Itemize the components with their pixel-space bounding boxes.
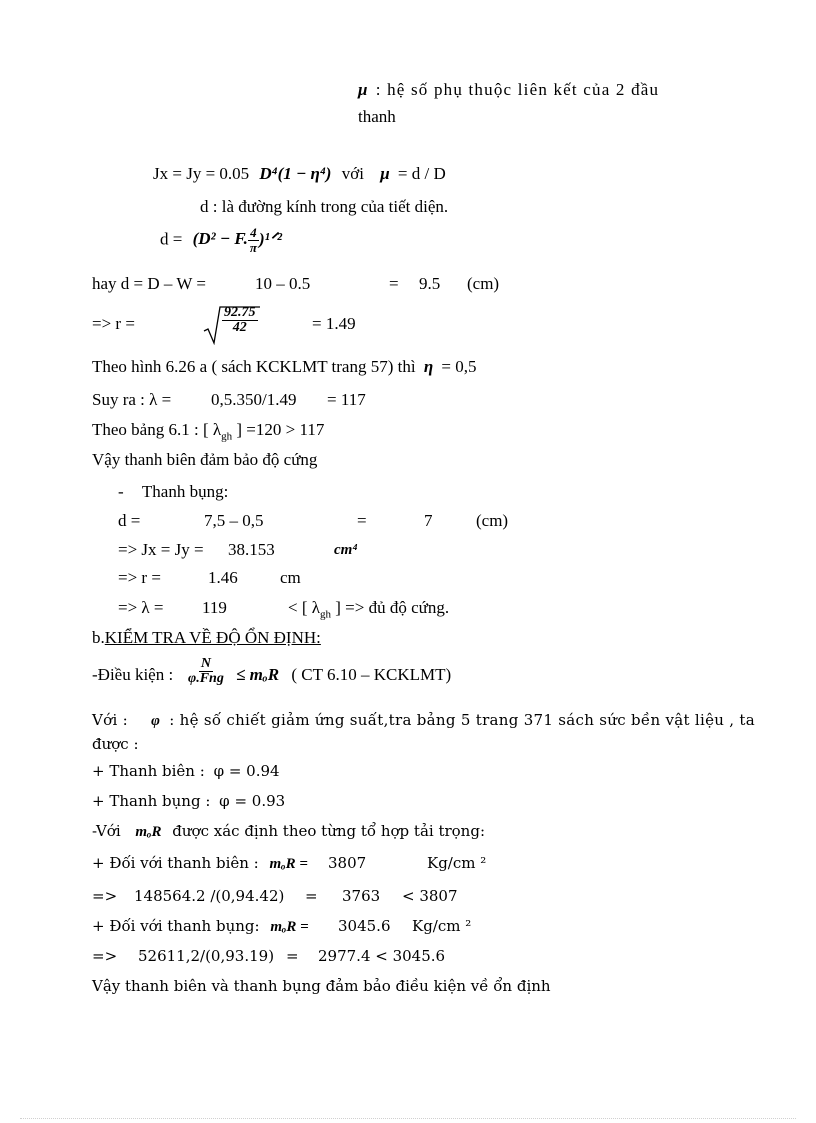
r-calc-label: => r = — [92, 314, 135, 333]
mu-definition-cont: thanh — [358, 107, 396, 126]
mu-symbol: μ — [358, 80, 368, 99]
bung-lambda-label: => λ = — [118, 598, 164, 617]
bien-check-expr: 148564.2 /(0,94.42) — [134, 887, 285, 905]
bung-j-calc — [118, 540, 358, 560]
sqrt-fraction: $\frac{92.75}{42}$ — [224, 305, 256, 335]
bung-r-label: => r = — [118, 568, 161, 587]
mor-bung-sym: mₒR = — [270, 919, 309, 935]
section-b-title: KIỂM TRA VỀ ĐỘ ỔN ĐỊNH: — [104, 628, 321, 647]
bung-j-value: 38.153 — [228, 540, 275, 559]
d-calc-result: 9.5 — [419, 274, 441, 293]
d-formula — [160, 226, 282, 255]
lambda-calc-result: = 117 — [327, 390, 366, 409]
mu-definition-line — [358, 80, 659, 100]
mor-bung — [92, 916, 472, 937]
lambda-limit-value: ] =120 > 117 — [232, 420, 325, 439]
stability-condition — [92, 665, 173, 685]
bien-check-result: 3763 — [342, 887, 381, 905]
four-over-pi-fraction: $\frac{4}{\pi}$ — [249, 225, 257, 255]
r-calc-result: = 1.49 — [312, 314, 356, 333]
jx-expression: D⁴(1 − η⁴) — [259, 164, 332, 183]
eta-line-text: Theo hình 6.26 a ( sách KCKLMT trang 57) thì — [92, 357, 416, 376]
gh-subscript: gh — [221, 430, 233, 443]
thanh-bung-label: Thanh bụng: — [141, 482, 229, 501]
bung-stability-check — [92, 946, 446, 966]
condition-fraction: N φ.Fng — [188, 656, 224, 686]
bien-check-eq: = — [305, 887, 318, 905]
bung-check-arrow: => — [92, 947, 118, 965]
mor-definition — [92, 821, 485, 842]
jx-mu-symbol: μ — [380, 164, 390, 183]
bung-j-label: => Jx = Jy = — [118, 540, 204, 559]
mor-symbol: mₒR — [135, 824, 162, 840]
d-calc-unit: (cm) — [467, 274, 500, 293]
eta-line — [92, 357, 477, 377]
mu-definition-text: : hệ số phụ thuộc liên kết của 2 đầu — [375, 80, 660, 99]
d-formula-a: (D² − F. — [192, 229, 248, 249]
mor-bung-value: 3045.6 — [338, 917, 391, 935]
phi-bung-label: + Thanh bụng : — [92, 792, 211, 810]
d-calc-line — [92, 274, 500, 294]
bullet-dash: - — [118, 482, 124, 501]
mor-with: -Với — [92, 822, 121, 840]
bung-check-eq: = — [286, 947, 299, 965]
phi-bung-value: φ = 0.93 — [219, 792, 286, 810]
d-definition: d : là đường kính trong của tiết diện. — [200, 197, 449, 216]
bien-check-compare: < 3807 — [402, 887, 458, 905]
bung-lambda-check: < [ $\lambda_{gh}$ ] => đủ độ cứng. — [288, 598, 450, 621]
phi-bung — [92, 791, 285, 811]
bung-j-unit: cm⁴ — [334, 542, 358, 558]
bung-lambda-value: 119 — [202, 598, 227, 617]
bung-r-unit: cm — [280, 568, 301, 587]
bung-d-expr: 7,5 – 0,5 — [204, 511, 264, 530]
mor-bung-label: + Đối với thanh bụng: — [92, 917, 260, 935]
phi-bien-value: φ = 0.94 — [213, 762, 280, 780]
bung-d-unit: (cm) — [476, 511, 509, 530]
phi-bien-label: + Thanh biên : — [92, 762, 205, 780]
jx-mu-ratio: = d / D — [397, 164, 446, 183]
mor-definition-text: được xác định theo từng tổ hợp tải trọng: — [172, 822, 486, 840]
phi-definition-text: : hệ số chiết giảm ứng suất,tra bảng 5 trang 371 sách sức bền vật liệu , ta — [169, 711, 755, 729]
mor-bien — [92, 853, 487, 874]
lambda-limit-text: Theo bảng 6.1 : [ λ — [92, 420, 222, 439]
mor-bien-sym: mₒR = — [269, 856, 308, 872]
final-conclusion: Vậy thanh biên và thanh bụng đảm bảo điều kiện về ổn định — [92, 977, 551, 995]
phi-with: Với : — [92, 711, 128, 729]
bien-conclusion: Vậy thanh biên đảm bảo độ cứng — [92, 450, 318, 469]
thanh-bung-heading — [118, 482, 228, 502]
mor-bien-value: 3807 — [328, 854, 367, 872]
bung-d-calc — [118, 511, 509, 531]
mor-bien-label: + Đối với thanh biên : — [92, 854, 259, 872]
mor-bien-unit: Kg/cm ² — [427, 854, 487, 872]
condition-mor: ≤ mₒR — [236, 665, 280, 684]
jx-with: với — [341, 164, 364, 183]
section-b-letter: b. — [92, 628, 105, 647]
bien-stability-check — [92, 886, 458, 906]
jx-prefix: Jx = Jy = 0.05 — [153, 164, 250, 183]
d-formula-b: )¹ᐟ² — [258, 229, 282, 249]
lambda-calc-expr: 0,5.350/1.49 — [211, 390, 297, 409]
bung-check-expr: 52611,2/(0,93.19) — [138, 947, 275, 965]
bung-r-value: 1.46 — [208, 568, 238, 587]
d-formula-prefix: d = — [160, 229, 183, 249]
bung-lambda-calc — [118, 598, 450, 621]
page-footer-divider — [20, 1118, 796, 1119]
bung-d-eq: = — [357, 511, 367, 530]
d-calc-expr: 10 – 0.5 — [255, 274, 311, 293]
bung-r-calc — [118, 568, 301, 588]
lambda-calc — [92, 390, 366, 410]
section-b-heading — [92, 628, 321, 648]
bung-d-result: 7 — [424, 511, 433, 530]
d-calc-eq: = — [389, 274, 399, 293]
phi-definition-cont: được : — [92, 735, 139, 753]
condition-label: -Điều kiện : — [92, 665, 174, 684]
mor-bung-unit: Kg/cm ² — [412, 917, 472, 935]
bien-check-arrow: => — [92, 887, 118, 905]
phi-symbol: φ — [151, 713, 161, 729]
bung-d-label: d = — [118, 511, 141, 530]
condition-rhs — [236, 665, 451, 685]
lambda-limit-line — [92, 420, 324, 446]
jx-formula — [153, 164, 446, 184]
lambda-calc-label: Suy ra : λ = — [92, 390, 172, 409]
phi-definition — [92, 710, 755, 731]
eta-symbol: η — [423, 357, 434, 376]
d-calc-label: hay d = D – W = — [92, 274, 206, 293]
phi-bien — [92, 761, 280, 781]
eta-value: = 0,5 — [441, 357, 477, 376]
condition-ref: ( CT 6.10 – KCKLMT) — [291, 665, 452, 684]
bung-check-result: 2977.4 < 3045.6 — [318, 947, 446, 965]
